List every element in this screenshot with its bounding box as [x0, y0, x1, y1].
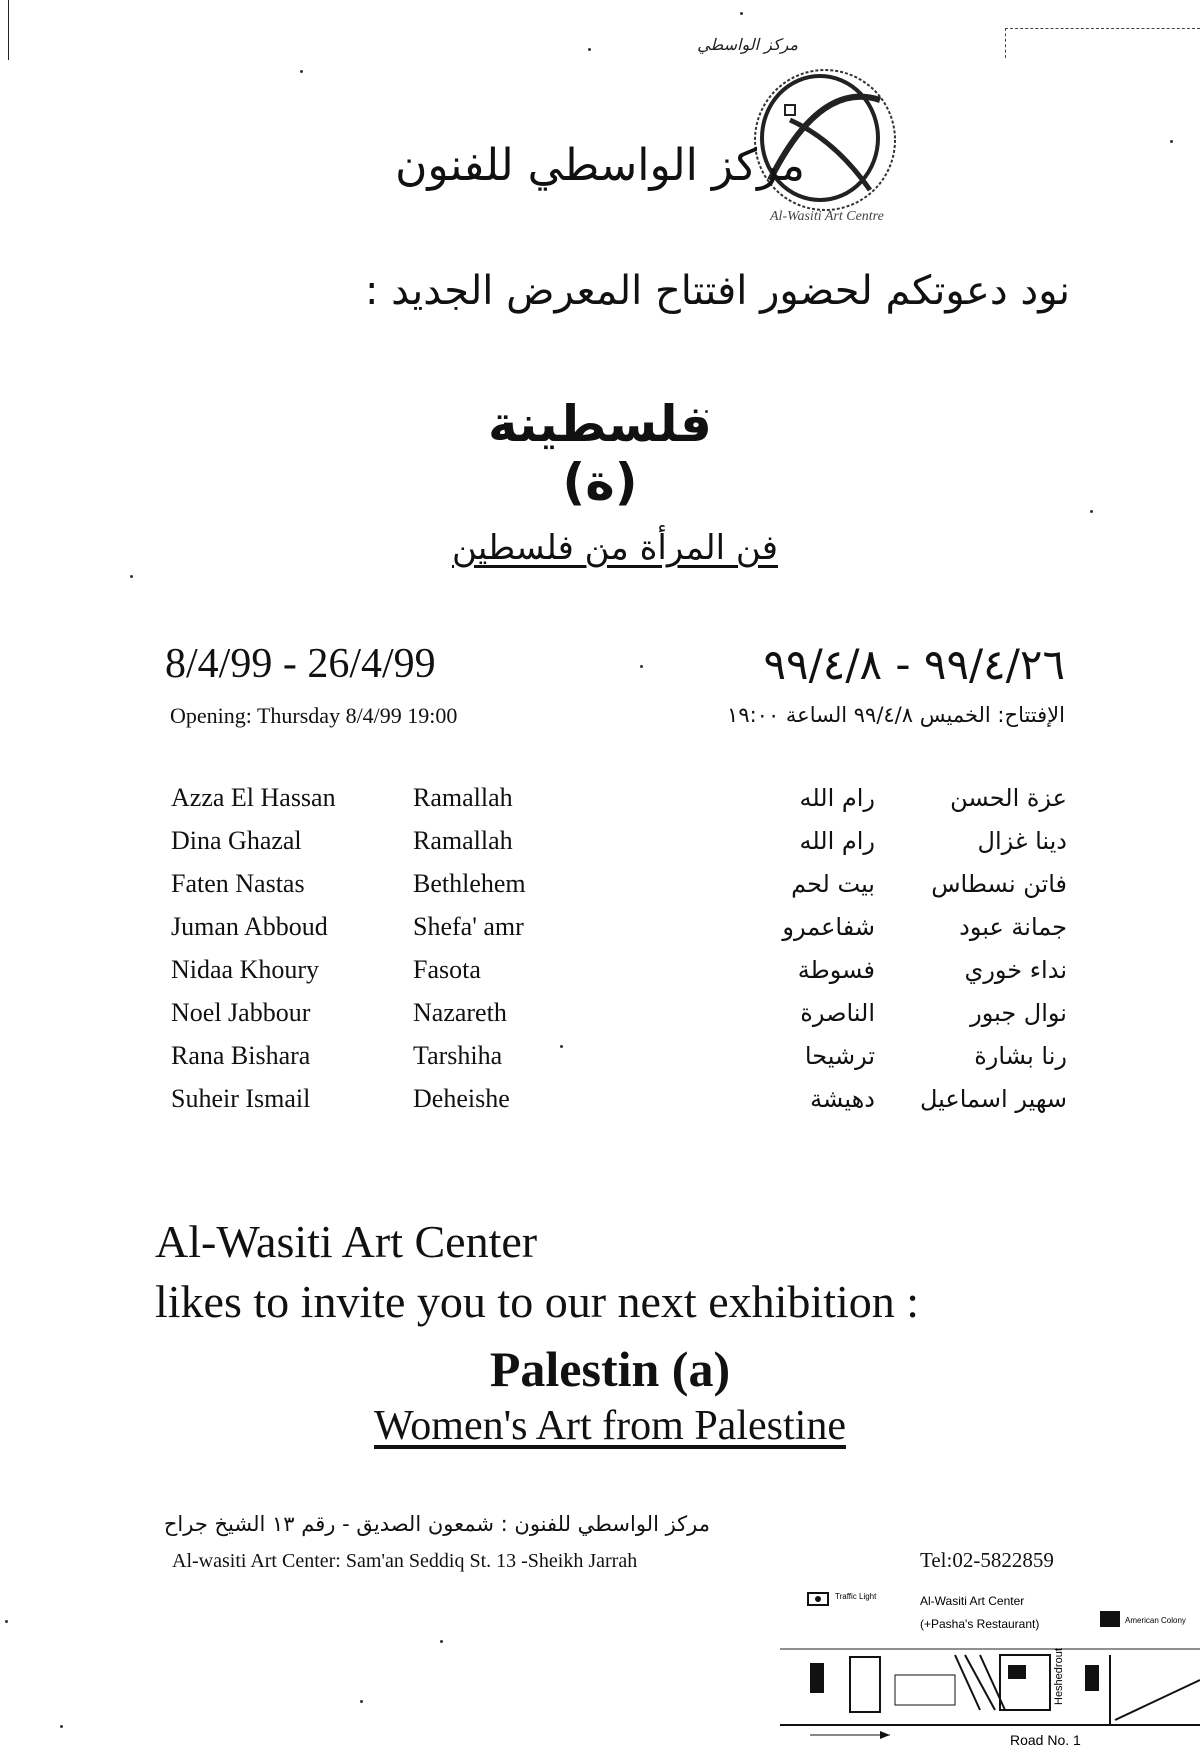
telephone: Tel:02-5822859 [920, 1548, 1054, 1572]
artist-city-en: Deheishe [413, 1083, 510, 1113]
artist-row-ar [700, 819, 1068, 862]
location-map [780, 1585, 1200, 1749]
center-logo [697, 20, 910, 230]
artist-name-en: Azza El Hassan [171, 782, 336, 812]
invitation-line-arabic: نود دعوتكم لحضور افتتاح المعرض الجديد : [364, 268, 1070, 314]
artist-city-ar: الناصرة [800, 998, 875, 1027]
artist-city-en: Nazareth [413, 997, 507, 1027]
exhibition-subtitle-arabic: فن المرأة من فلسطين [451, 528, 778, 568]
artist-city-ar: ترشيحا [804, 1041, 875, 1070]
map-traffic-light-label: Traffic Light [835, 1592, 877, 1601]
artist-name-ar: نوال جبور [970, 998, 1067, 1027]
artist-city-en: Tarshiha [413, 1040, 503, 1070]
artist-name-ar: جمانة عبود [959, 912, 1067, 941]
map-restaurant: (+Pasha's Restaurant) [920, 1617, 1040, 1631]
artist-row-ar [700, 1077, 1068, 1120]
dates-arabic: ٩٩/٤/٢٦ - ٩٩/٤/٨ [763, 640, 1065, 689]
map-street-label: Heshedrout [1053, 1648, 1065, 1705]
artist-name-en: Rana Bishara [171, 1040, 311, 1070]
artist-name-en: Noel Jabbour [171, 997, 311, 1027]
address-english: Al-wasiti Art Center: Sam'an Seddiq St. 13 -Sheikh Jarrah [172, 1550, 638, 1572]
map-title: Al-Wasiti Art Center [920, 1594, 1025, 1608]
artist-city-ar: بيت لحم [791, 869, 875, 898]
artist-row [170, 1034, 527, 1077]
english-line-1: Al-Wasiti Art Center [155, 1216, 538, 1267]
artist-name-en: Nidaa Khoury [171, 954, 320, 984]
artist-row-ar [700, 1034, 1068, 1077]
exhibition-title-english: Palestin (a) [489, 1341, 731, 1397]
artist-city-ar: دهيشة [810, 1084, 875, 1113]
artist-name-en: Dina Ghazal [171, 825, 302, 855]
opening-english: Opening: Thursday 8/4/99 19:00 [170, 703, 458, 728]
artist-name-en: Faten Nastas [171, 868, 305, 898]
dates-english: 8/4/99 - 26/4/99 [165, 641, 436, 687]
artist-city-en: Bethlehem [413, 868, 526, 898]
page-edge-left [8, 0, 9, 60]
logo-english-text: Al-Wasiti Art Centre [770, 209, 884, 224]
artist-row [170, 862, 527, 905]
artist-row [170, 991, 527, 1034]
page-edge-right-corner [1005, 28, 1200, 30]
artists-arabic-list [700, 776, 1068, 1120]
artist-city-ar: رام الله [799, 783, 875, 812]
artist-city-ar: رام الله [799, 826, 875, 855]
artist-row-ar [700, 905, 1068, 948]
artist-name-en: Suheir Ismail [171, 1083, 311, 1113]
artist-city-ar: شفاعمرو [782, 912, 875, 941]
artist-name-ar: سهير اسماعيل [920, 1084, 1067, 1113]
artist-name-ar: نداء خوري [964, 955, 1067, 984]
artist-row-ar [700, 776, 1068, 819]
exhibition-title-arabic: فلسطينة (ة) [488, 395, 712, 511]
artist-name-en: Juman Abboud [171, 911, 328, 941]
map-american-colony: American Colony [1125, 1616, 1186, 1625]
artist-row-ar [700, 991, 1068, 1034]
artist-row-ar [700, 948, 1068, 991]
artist-city-en: Shefa' amr [413, 911, 524, 941]
artist-row [170, 948, 527, 991]
artist-row [170, 819, 527, 862]
artist-name-ar: عزة الحسن [950, 783, 1067, 812]
page-edge-right-corner-v [1005, 28, 1007, 58]
artist-city-en: Ramallah [413, 825, 513, 855]
center-name-arabic: مركز الواسطي للفنون [395, 140, 805, 191]
artist-row [170, 776, 527, 819]
artists-english-list [170, 776, 590, 1120]
artist-row [170, 1077, 527, 1120]
artist-city-en: Fasota [413, 954, 481, 984]
english-line-2: likes to invite you to our next exhibition : [155, 1276, 920, 1327]
artist-name-ar: رنا بشارة [974, 1041, 1067, 1070]
artist-name-ar: دينا غزال [977, 826, 1067, 855]
exhibition-subtitle-english: Women's Art from Palestine [374, 1403, 846, 1449]
logo-arabic-text: مرکز الواسطي [697, 35, 798, 54]
artist-row-ar [700, 862, 1068, 905]
artist-city-en: Ramallah [413, 782, 513, 812]
address-arabic: مركز الواسطي للفنون : شمعون الصديق - رقم ١٣ الشيخ جراح [163, 1512, 710, 1536]
opening-arabic: الإفتتاح: الخميس ٩٩/٤/٨ الساعة ١٩:٠٠ [727, 703, 1065, 727]
artist-city-ar: فسوطة [797, 955, 875, 984]
artist-row [170, 905, 527, 948]
artist-name-ar: فاتن نسطاس [931, 869, 1067, 898]
map-road-label: Road No. 1 [1010, 1732, 1081, 1748]
